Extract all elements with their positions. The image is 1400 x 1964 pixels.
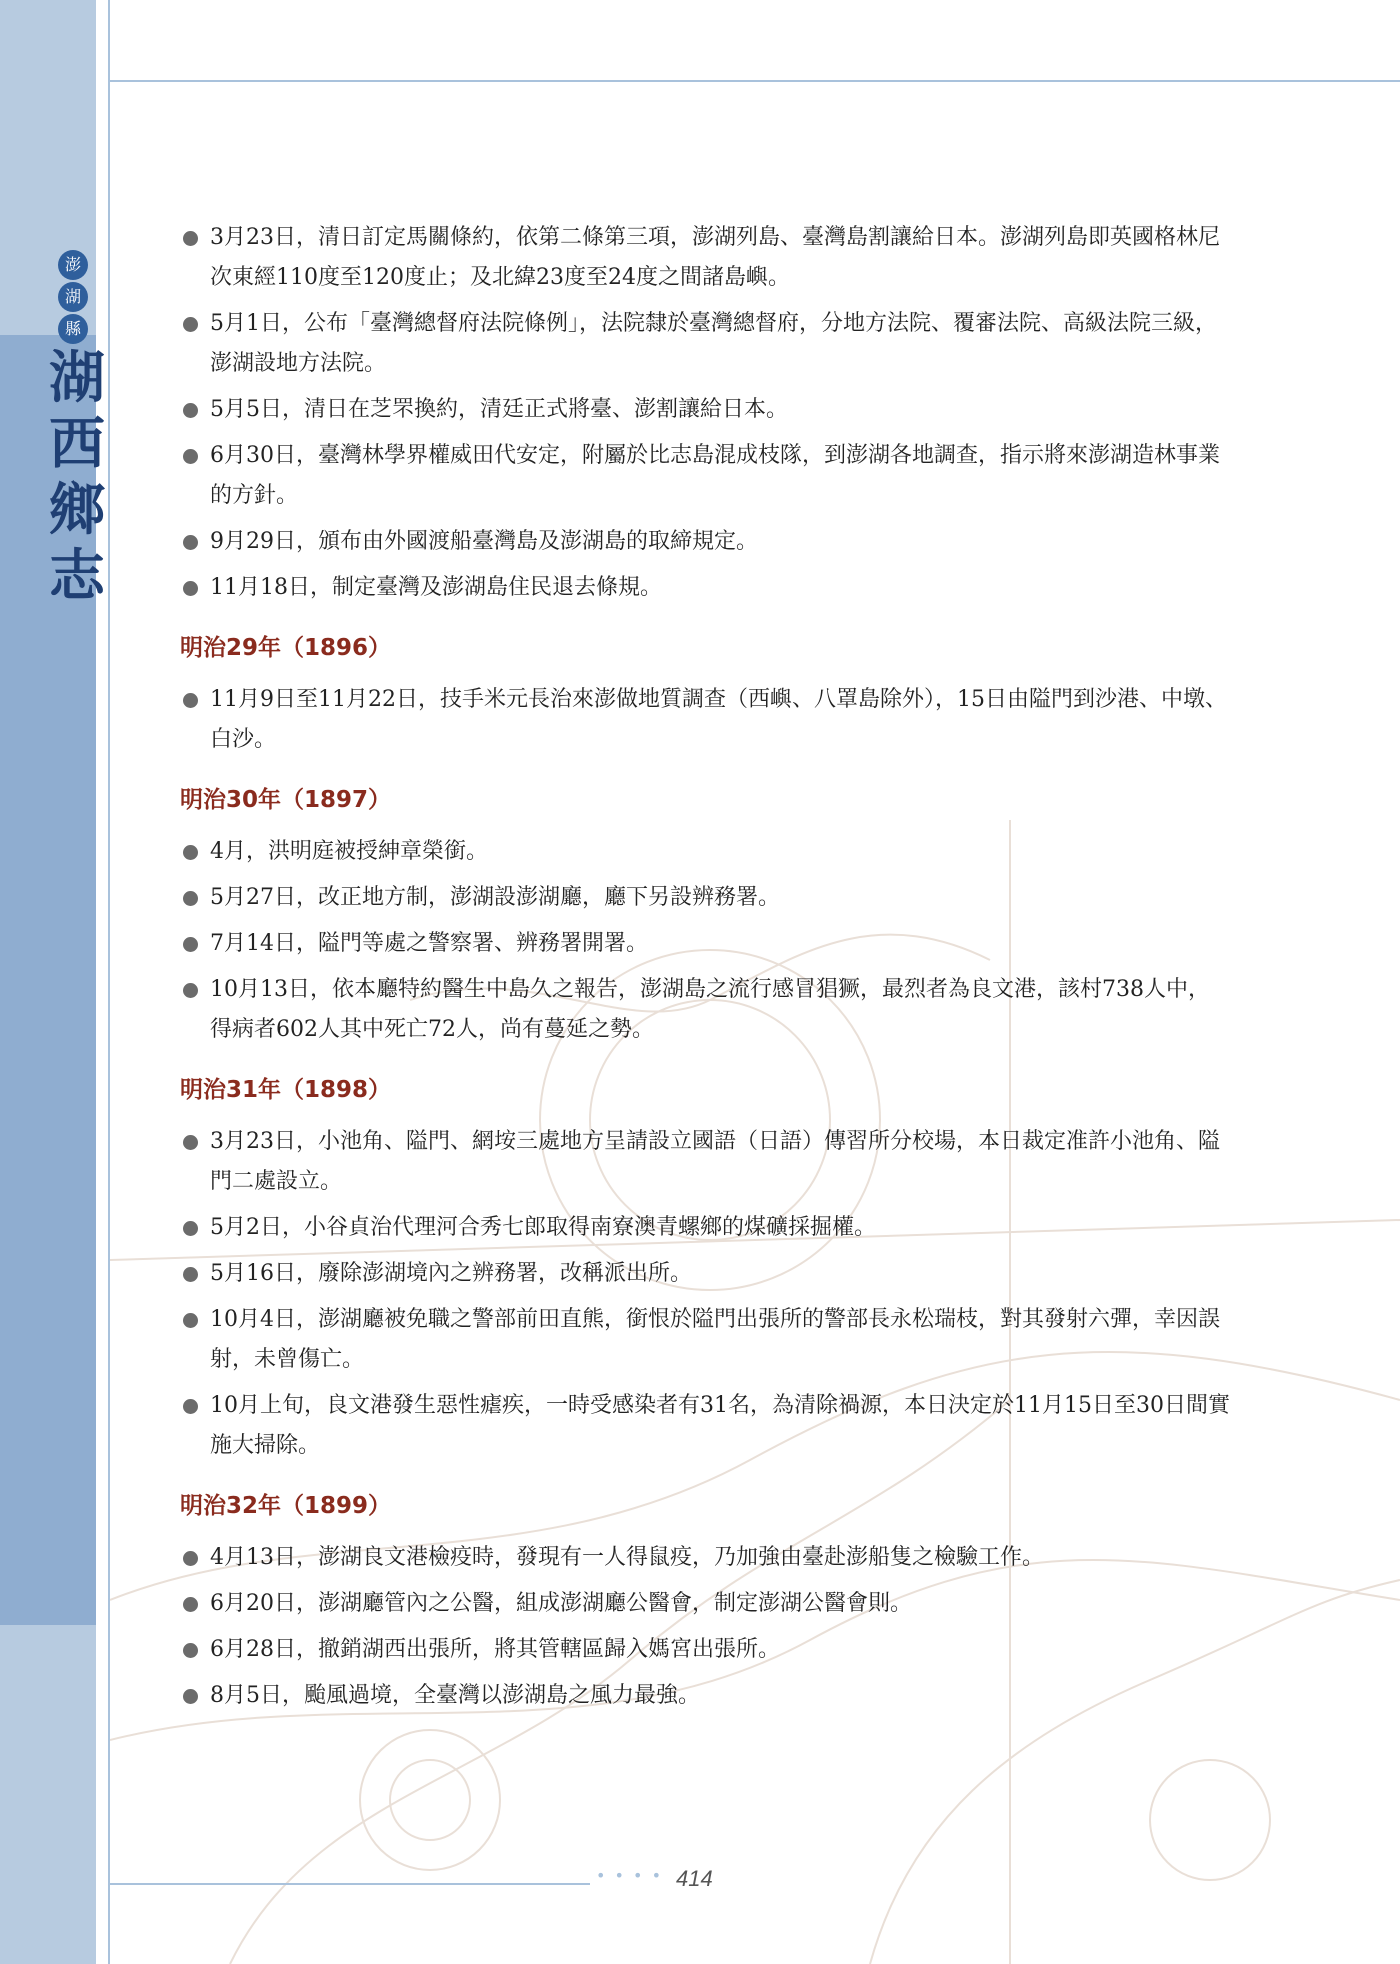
list-item — [180, 218, 1230, 298]
bullet-icon — [183, 1643, 198, 1658]
bullet-icon — [183, 1135, 198, 1150]
list-item — [180, 680, 1230, 760]
entry-text: 3月23日，小池角、隘門、網垵三處地方呈請設立國語（日語）傳習所分校場，本日裁定准許小池角、隘門二處設立。 — [210, 1129, 1220, 1194]
bullet-icon — [183, 937, 198, 952]
bullet-icon — [183, 1399, 198, 1414]
bullet-icon — [183, 1551, 198, 1566]
entry-text: 5月2日，小谷貞治代理河合秀七郎取得南寮澳青螺鄉的煤礦採掘權。 — [210, 1215, 876, 1240]
entry-text: 6月20日，澎湖廳管內之公醫，組成澎湖廳公醫會，制定澎湖公醫會則。 — [210, 1591, 912, 1616]
year-heading: 明治32年（1899） — [180, 1493, 392, 1519]
footer-rule — [110, 1883, 590, 1885]
bullet-icon — [183, 449, 198, 464]
bullet-icon — [183, 891, 198, 906]
entry-text: 5月5日，清日在芝罘換約，清廷正式將臺、澎割讓給日本。 — [210, 397, 788, 422]
book-title-char: 湖 — [49, 345, 105, 411]
list-item — [180, 1676, 1230, 1716]
list-item — [180, 436, 1230, 516]
entry-text: 9月29日，頒布由外國渡船臺灣島及澎湖島的取締規定。 — [210, 529, 758, 554]
county-seal-char: 澎 — [58, 250, 88, 280]
list-item — [180, 568, 1230, 608]
list-item — [180, 1584, 1230, 1624]
margin-rule-horizontal — [108, 80, 1400, 82]
entry-text: 11月9日至11月22日，技手米元長治來澎做地質調查（西嶼、八罩島除外），15日由隘門到沙港、中墩、白沙。 — [210, 687, 1227, 752]
bullet-icon — [183, 1597, 198, 1612]
entry-text: 10月4日，澎湖廳被免職之警部前田直熊，銜恨於隘門出張所的警部長永松瑞枝，對其發射六彈，幸因誤射，未曾傷亡。 — [210, 1307, 1220, 1372]
list-item — [180, 924, 1230, 964]
list-item — [180, 1254, 1230, 1294]
bullet-icon — [183, 231, 198, 246]
bullet-icon — [183, 693, 198, 708]
list-item — [180, 1386, 1230, 1466]
bullet-icon — [183, 1267, 198, 1282]
list-item — [180, 522, 1230, 562]
entry-text: 5月27日，改正地方制，澎湖設澎湖廳，廳下另設辨務署。 — [210, 885, 780, 910]
county-seal-char: 湖 — [58, 282, 88, 312]
entry-text: 10月13日，依本廳特約醫生中島久之報告，澎湖島之流行感冒猖獗，最烈者為良文港，該村738人中，得病者602人其中死亡72人，尚有蔓延之勢。 — [210, 977, 1210, 1042]
entry-text: 8月5日，颱風過境，全臺灣以澎湖島之風力最強。 — [210, 1683, 700, 1708]
entry-text: 5月16日，廢除澎湖境內之辨務署，改稱派出所。 — [210, 1261, 692, 1286]
list-item — [180, 832, 1230, 872]
list-item — [180, 304, 1230, 384]
list-item — [180, 1538, 1230, 1578]
entry-text: 5月1日，公布「臺灣總督府法院條例」，法院隸於臺灣總督府，分地方法院、覆審法院、高級法院三級，澎湖設地方法院。 — [210, 311, 1217, 376]
year-heading: 明治29年（1896） — [180, 635, 392, 661]
chronicle-content — [180, 218, 1230, 1722]
bullet-icon — [183, 845, 198, 860]
list-item — [180, 878, 1230, 918]
bullet-icon — [183, 1221, 198, 1236]
list-item — [180, 1630, 1230, 1670]
book-title-vertical — [42, 345, 112, 609]
list-item — [180, 1122, 1230, 1202]
list-item — [180, 970, 1230, 1050]
year-heading: 明治30年（1897） — [180, 787, 392, 813]
book-title-char: 志 — [49, 543, 105, 609]
entry-text: 11月18日，制定臺灣及澎湖島住民退去條規。 — [210, 575, 662, 600]
book-title-char: 鄉 — [49, 477, 105, 543]
bullet-icon — [183, 403, 198, 418]
bullet-icon — [183, 317, 198, 332]
bullet-icon — [183, 535, 198, 550]
entry-text: 7月14日，隘門等處之警察署、辨務署開署。 — [210, 931, 648, 956]
list-item — [180, 390, 1230, 430]
bullet-icon — [183, 1313, 198, 1328]
entry-text: 4月，洪明庭被授紳章榮銜。 — [210, 839, 488, 864]
bullet-icon — [183, 1689, 198, 1704]
book-title-char: 西 — [49, 411, 105, 477]
entry-text: 3月23日，清日訂定馬關條約，依第二條第三項，澎湖列島、臺灣島割讓給日本。澎湖列島即英國格林尼次東經110度至120度止；及北緯23度至24度之間諸島嶼。 — [210, 225, 1220, 290]
list-item — [180, 1300, 1230, 1380]
list-item — [180, 1208, 1230, 1248]
bullet-icon — [183, 581, 198, 596]
entry-text: 6月30日，臺灣林學界權威田代安定，附屬於比志島混成枝隊，到澎湖各地調查，指示將來澎湖造林事業的方針。 — [210, 443, 1220, 508]
footer-dots: • • • • — [596, 1866, 664, 1885]
page-number: 414 — [676, 1866, 713, 1891]
entry-text: 4月13日，澎湖良文港檢疫時，發現有一人得鼠疫，乃加強由臺赴澎船隻之檢驗工作。 — [210, 1545, 1044, 1570]
county-seal-char: 縣 — [58, 314, 88, 344]
entry-text: 6月28日，撤銷湖西出張所，將其管轄區歸入媽宮出張所。 — [210, 1637, 780, 1662]
entry-text: 10月上旬，良文港發生惡性瘧疾，一時受感染者有31名，為清除禍源，本日決定於11月15日至30日間實施大掃除。 — [210, 1393, 1230, 1458]
bullet-icon — [183, 983, 198, 998]
year-heading: 明治31年（1898） — [180, 1077, 392, 1103]
